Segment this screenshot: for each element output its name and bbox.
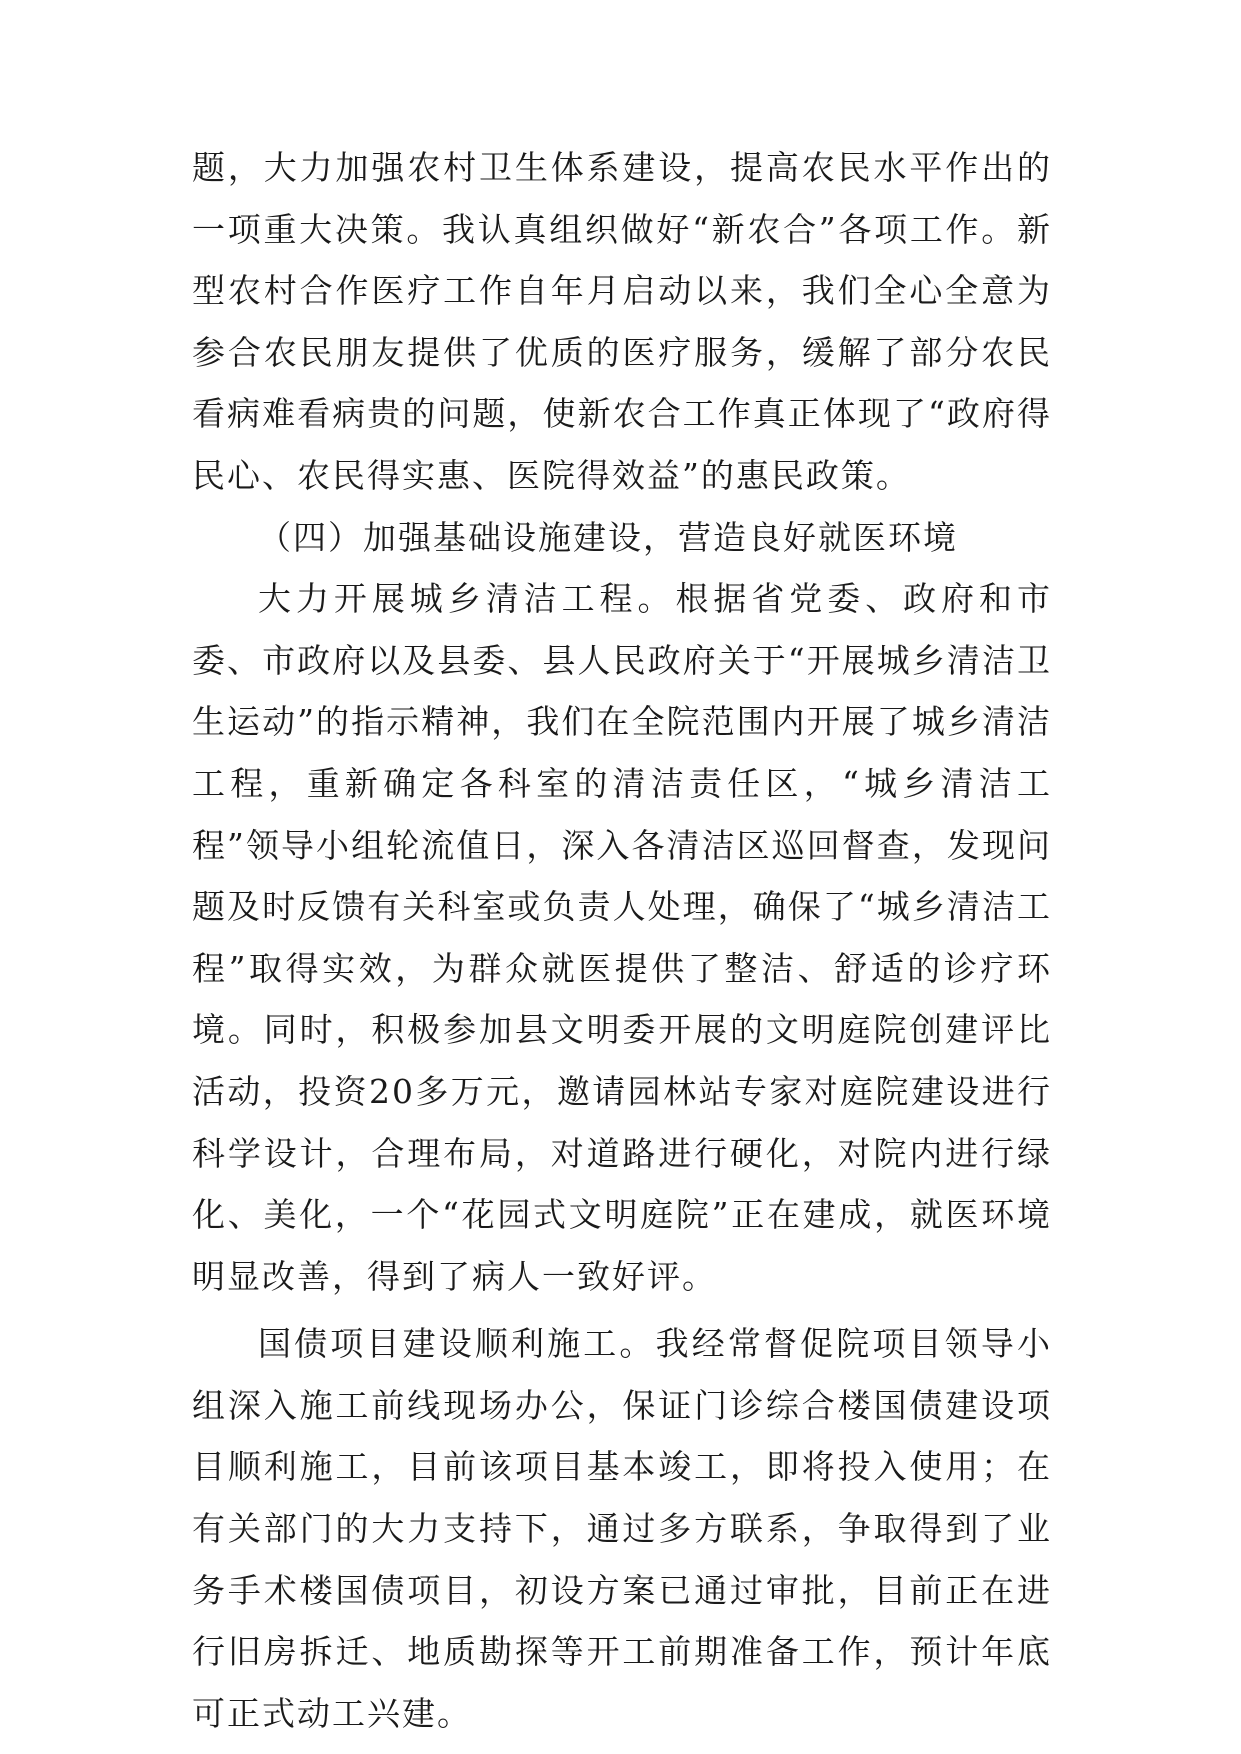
paragraph-continuation: 题，大力加强农村卫生体系建设，提高农民水平作出的一项重大决策。我认真组织做好“新农合”各项工作。新型农村合作医疗工作自年月启动以来，我们全心全意为参合农民朋友提供了优质的医疗服务，缓解了部分农民看病难看病贵的问题，使新农合工作真正体现了“政府得民心、农民得实惠、医院得效益”的惠民政策。 (192, 148, 1052, 495)
document-page (192, 137, 1052, 1744)
paragraph-urban-rural-cleaning: 大力开展城乡清洁工程。根据省党委、政府和市委、市政府以及县委、县人民政府关于“开展城乡清洁卫生运动”的指示精神，我们在全院范围内开展了城乡清洁工程，重新确定各科室的清洁责任区，“城乡清洁工程”领导小组轮流值日，深入各清洁区巡回督查，发现问题及时反馈有关科室或负责人处理，确保了“城乡清洁工程”取得实效，为群众就医提供了整洁、舒适的诊疗环境。同时，积极参加县文明委开展的文明庭院创建评比活动，投资20多万元，邀请园林站专家对庭院建设进行科学设计，合理布局，对道路进行硬化，对院内进行绿化、美化，一个“花园式文明庭院”正在建成，就医环境明显改善，得到了病人一致好评。 (192, 579, 1052, 1296)
paragraph-national-debt-project: 国债项目建设顺利施工。我经常督促院项目领导小组深入施工前线现场办公，保证门诊综合楼国债建设项目顺利施工，目前该项目基本竣工，即将投入使用；在有关部门的大力支持下，通过多方联系，争取得到了业务手术楼国债项目，初设方案已通过审批，目前正在进行旧房拆迁、地质勘探等开工前期准备工作，预计年底可正式动工兴建。 (192, 1324, 1052, 1733)
section-heading: （四）加强基础设施建设，营造良好就医环境 (258, 517, 958, 557)
